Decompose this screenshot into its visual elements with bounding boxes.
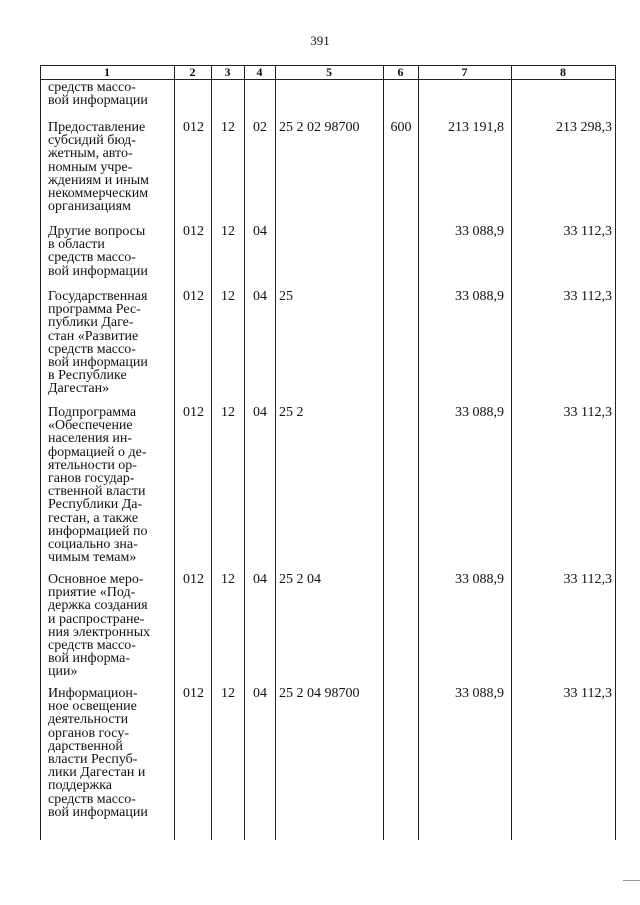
page-number: 391 xyxy=(310,33,330,48)
cell-subsection: 04 xyxy=(253,572,267,587)
column-divider xyxy=(615,65,616,840)
cell-section: 12 xyxy=(221,572,235,587)
cell-ministry-code: 012 xyxy=(183,405,204,420)
cell-section: 12 xyxy=(221,289,235,304)
column-divider xyxy=(211,65,212,840)
cell-subsection: 04 xyxy=(253,405,267,420)
row-name: Другие вопросы в области средств массо- вой информации xyxy=(48,224,148,279)
cell-section: 12 xyxy=(221,224,235,239)
cell-section: 12 xyxy=(221,405,235,420)
cell-amount-col7: 33 088,9 xyxy=(455,572,504,587)
budget-table xyxy=(40,65,616,840)
row-name: Государственная программа Рес- публики Даге- стан «Развитие средств массо- вой информации в Республике Дагестан» xyxy=(48,289,148,397)
column-header: 3 xyxy=(224,65,231,79)
cell-amount-col7: 33 088,9 xyxy=(455,289,504,304)
column-header: 5 xyxy=(326,65,332,79)
cell-subsection: 04 xyxy=(253,224,267,239)
cell-expense-type: 600 xyxy=(390,120,412,135)
cell-amount-col7: 33 088,9 xyxy=(455,405,504,420)
cell-section: 12 xyxy=(221,686,235,701)
column-divider xyxy=(40,65,41,840)
column-header: 2 xyxy=(189,65,196,79)
cell-target-article: 25 2 xyxy=(279,405,304,420)
cell-ministry-code: 012 xyxy=(183,686,204,701)
cell-subsection: 04 xyxy=(253,289,267,304)
column-divider xyxy=(511,65,512,840)
cell-ministry-code: 012 xyxy=(183,572,204,587)
cell-amount-col7: 213 191,8 xyxy=(448,120,504,135)
column-header: 4 xyxy=(256,65,263,79)
row-name: средств массо- вой информации xyxy=(48,80,148,109)
cell-amount-col7: 33 088,9 xyxy=(455,686,504,701)
row-name: Подпрограмма «Обеспечение населения ин- формацией о де- ятельности ор- ганов государ- ственной власти Республики Да- гестан, а также информацией по социально зна- чимым темам» xyxy=(48,405,148,566)
cell-amount-col8: 33 112,3 xyxy=(563,405,612,420)
cell-amount-col8: 33 112,3 xyxy=(563,224,612,239)
row-name: Предоставление субсидий бюд- жетным, авто- номным учре- ждениям и иным некоммерческим организациям xyxy=(48,120,150,215)
cell-ministry-code: 012 xyxy=(183,120,204,135)
column-header: 7 xyxy=(461,65,468,79)
cell-section: 12 xyxy=(221,120,235,135)
cell-amount-col7: 33 088,9 xyxy=(455,224,504,239)
cell-subsection: 04 xyxy=(253,686,267,701)
column-header: 6 xyxy=(397,65,404,79)
row-name: Информацион- ное освещение деятельности органов госу- дарственной власти Респуб- лики Дагестан и поддержка средств массо- вой информации xyxy=(48,686,148,820)
cell-target-article: 25 xyxy=(279,289,293,304)
cell-amount-col8: 33 112,3 xyxy=(563,686,612,701)
cell-ministry-code: 012 xyxy=(183,224,204,239)
column-divider xyxy=(244,65,245,840)
cell-amount-col8: 33 112,3 xyxy=(563,572,612,587)
column-header: 8 xyxy=(560,65,566,79)
cell-target-article: 25 2 04 98700 xyxy=(279,686,360,701)
row-name: Основное меро- приятие «Под- держка создания и распростране- ния электронных средств массо- вой информа- ции» xyxy=(48,572,151,680)
column-divider xyxy=(383,65,384,840)
cell-amount-col8: 213 298,3 xyxy=(556,120,612,135)
column-divider xyxy=(174,65,175,840)
cell-amount-col8: 33 112,3 xyxy=(563,289,612,304)
cell-ministry-code: 012 xyxy=(183,289,204,304)
cell-subsection: 02 xyxy=(253,120,267,135)
cell-target-article: 25 2 02 98700 xyxy=(279,120,360,135)
scan-edge-line xyxy=(623,880,640,881)
cell-target-article: 25 2 04 xyxy=(279,572,321,587)
column-header: 1 xyxy=(104,65,110,79)
column-divider xyxy=(418,65,419,840)
column-divider xyxy=(275,65,276,840)
